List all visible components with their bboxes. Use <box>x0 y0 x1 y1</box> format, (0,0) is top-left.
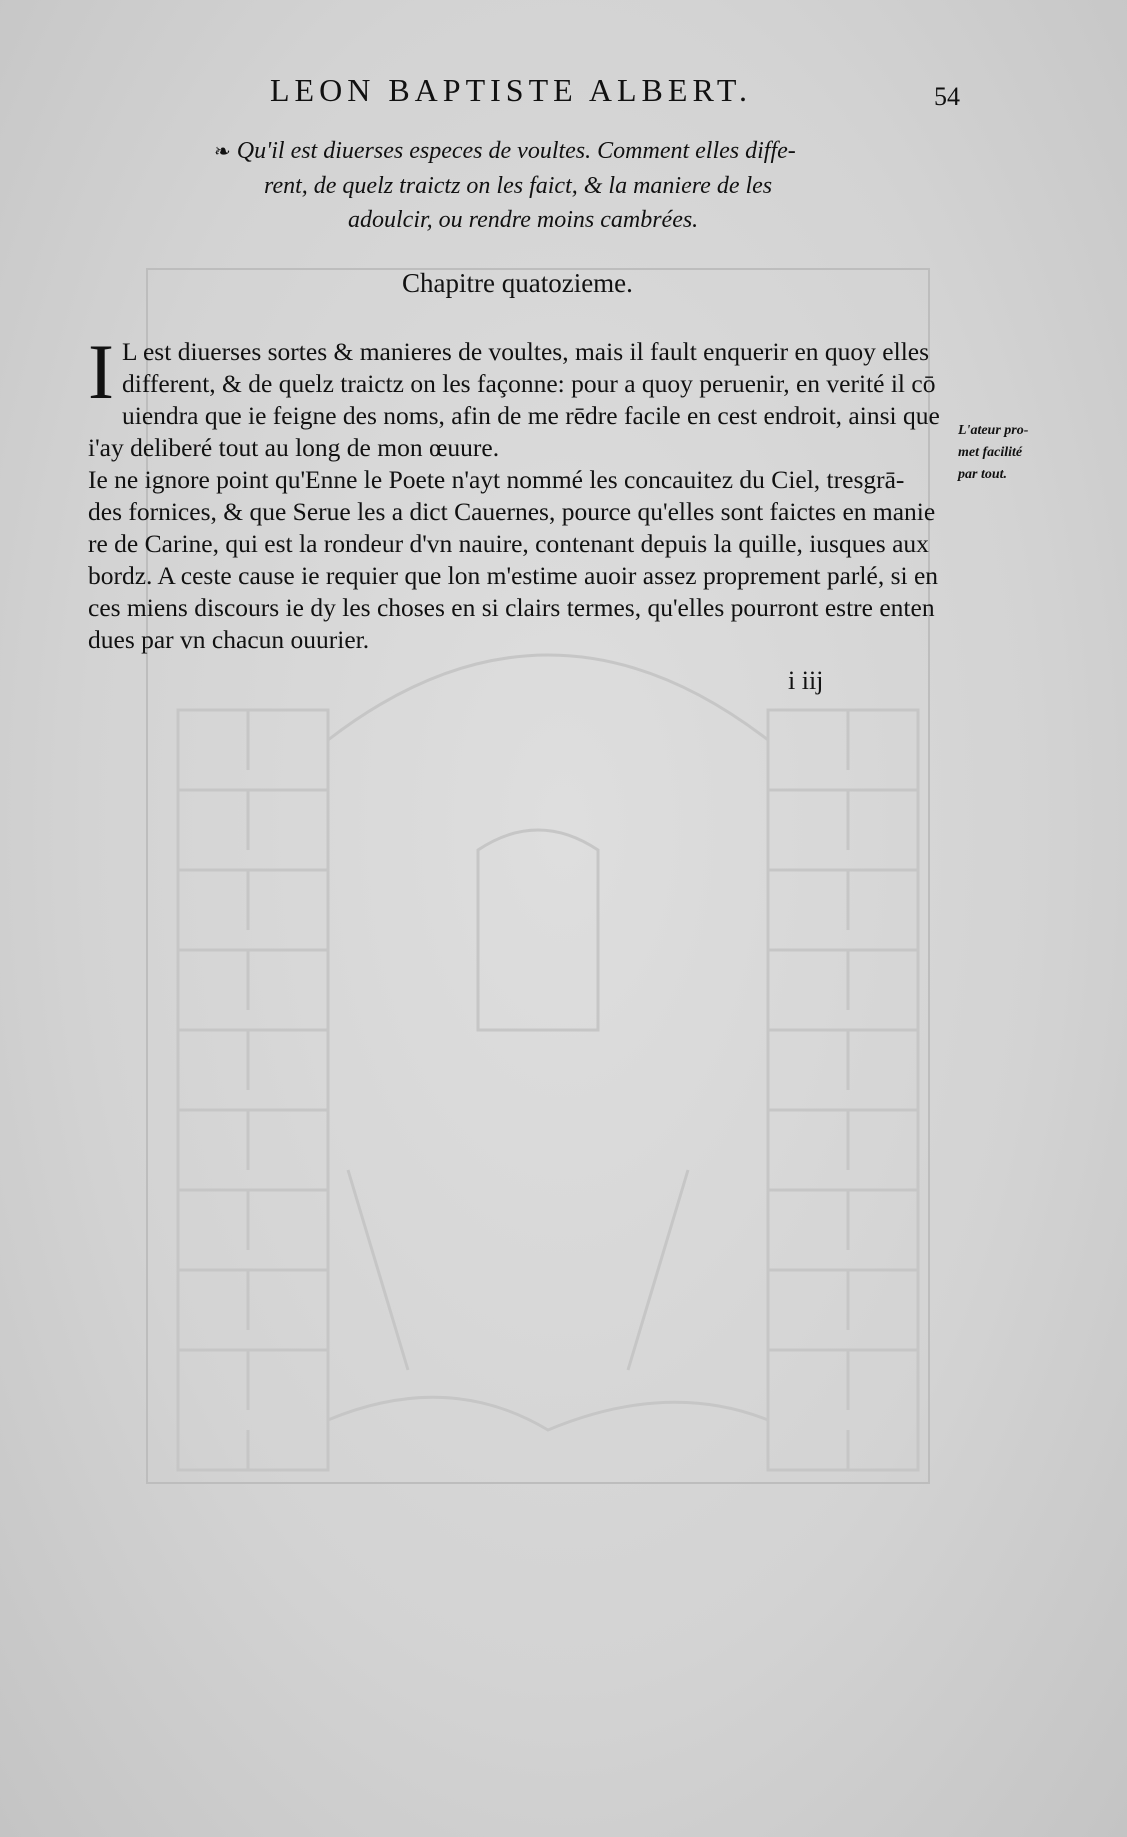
section-heading-line-1: ❧ Qu'il est diuerses especes de voultes. Comment elles diffe- <box>214 138 796 164</box>
section-heading-line-3: adoulcir, ou rendre moins cambrées. <box>348 207 699 233</box>
body-line: bordz. A ceste cause ie requier que lon m'estime auoir assez proprement parlé, si en <box>88 561 939 590</box>
signature-mark: i iij <box>788 666 824 695</box>
section-heading-line-2: rent, de quelz traictz on les faict, & la maniere de les <box>264 173 773 199</box>
body-line: re de Carine, qui est la rondeur d'vn nauire, contenant depuis la quille, iusques aux <box>88 529 929 558</box>
body-line: dues par vn chacun ouurier. <box>88 625 370 654</box>
margin-note <box>958 420 1058 486</box>
section-heading <box>214 134 914 237</box>
margin-note-line: L'ateur pro- <box>958 423 1029 438</box>
body-line: des fornices, & que Serue les a dict Cauernes, pource qu'elles sont faictes en manie <box>88 497 936 526</box>
fleuron-ornament-icon: ❧ <box>214 141 231 163</box>
body-text <box>88 328 958 656</box>
body-line: i'ay deliberé tout au long de mon œuure. <box>88 433 500 462</box>
running-head: LEON BAPTISTE ALBERT. <box>270 72 753 108</box>
margin-note-line: par tout. <box>958 467 1008 482</box>
body-line: different, & de quelz traictz on les façonne: pour a quoy peruenir, en verité il cō <box>121 369 936 398</box>
chapter-title: Chapitre quatozieme. <box>402 268 633 298</box>
body-line: Ie ne ignore point qu'Enne le Poete n'ayt nommé les concauitez du Ciel, tresgrā- <box>88 465 905 494</box>
body-line: L est diuerses sortes & manieres de voultes, mais il fault enquerir en quoy elles <box>121 337 930 366</box>
page-number: 54 <box>934 82 960 111</box>
body-line: ces miens discours ie dy les choses en si clairs termes, qu'elles pourront estre enten <box>88 593 935 622</box>
drop-cap: I <box>88 328 114 415</box>
margin-note-line: met facilité <box>958 445 1023 460</box>
body-line: uiendra que ie feigne des noms, afin de me rēdre facile en cest endroit, ainsi que <box>121 401 940 430</box>
